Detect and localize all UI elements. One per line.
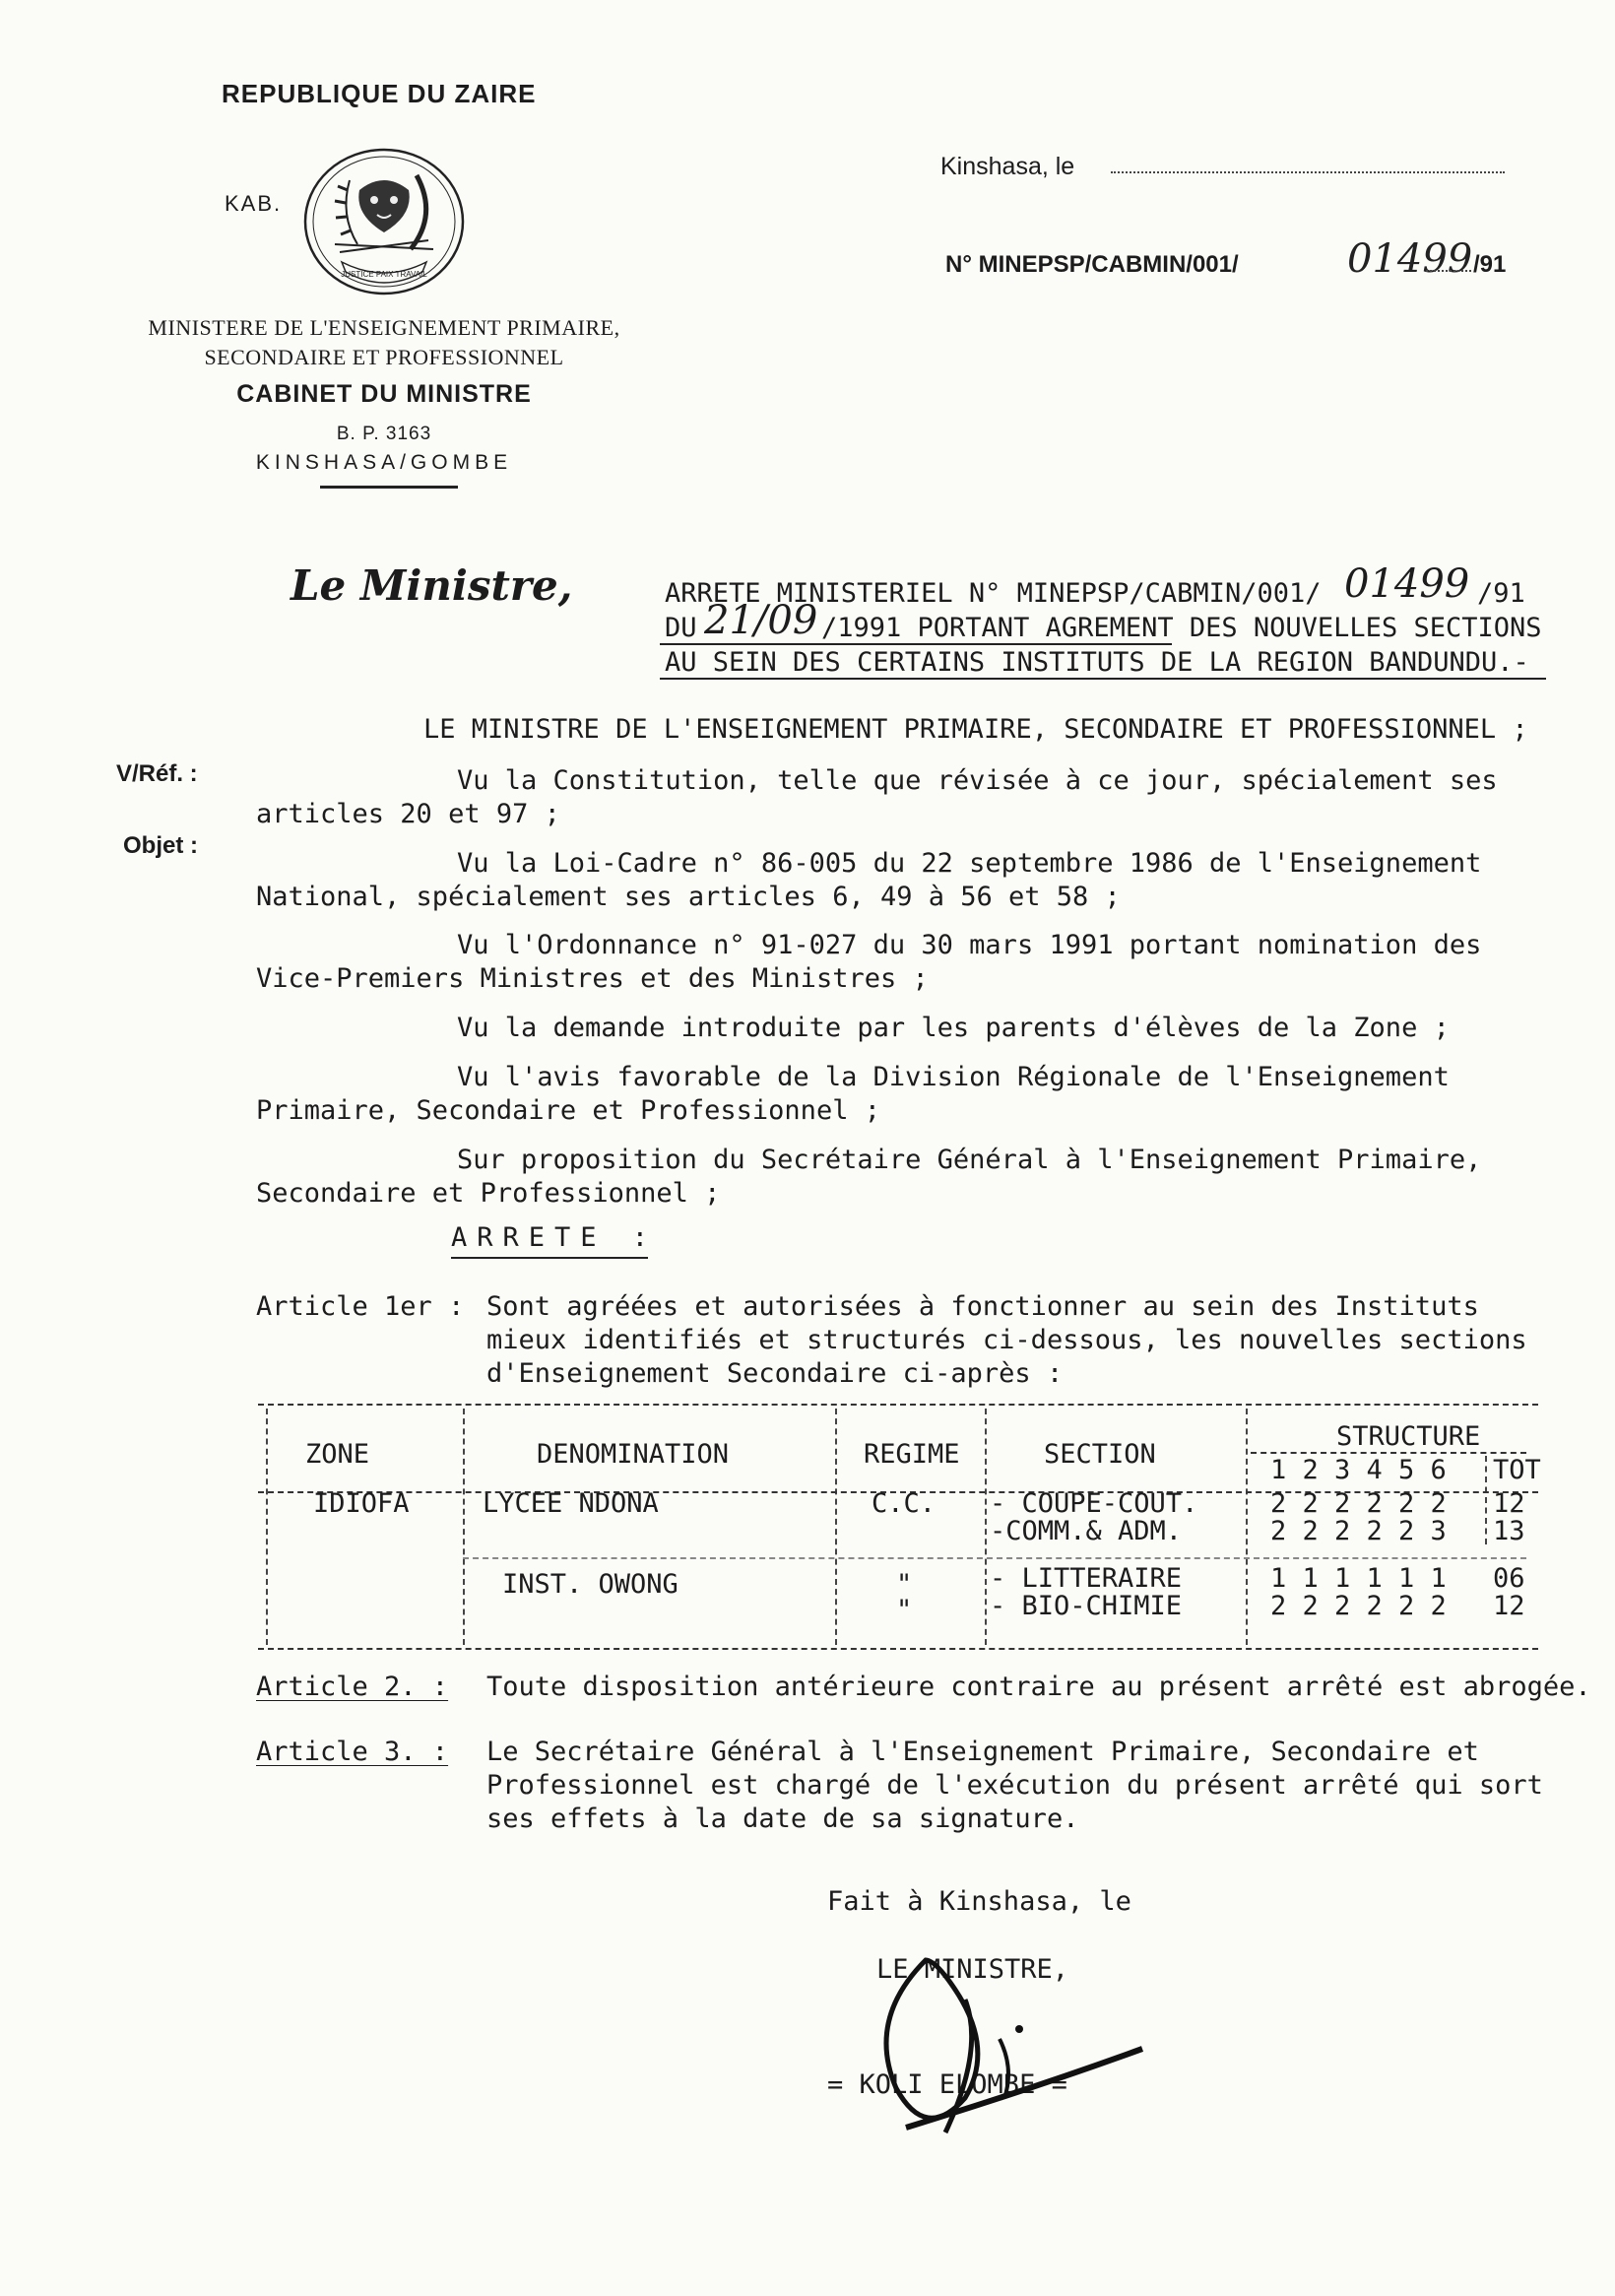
ministry-name-line2: SECONDAIRE ET PROFESSIONNEL [204,345,564,369]
header-zone: ZONE [305,1439,370,1470]
cell-total: 06 [1493,1563,1525,1594]
reference-suffix: /91 [1473,251,1507,278]
table-group-rule [463,1557,1526,1559]
cell-section: - BIO-CHIMIE [990,1591,1183,1621]
city-label: KINSHASA/GOMBE [255,451,513,474]
preamble-line: Vu l'Ordonnance n° 91-027 du 30 mars 1991 portant nomination des [457,930,1482,960]
cell-regime: C.C. [872,1488,937,1519]
vref-label: V/Réf. : [116,760,198,787]
cell-total: 12 [1493,1488,1525,1519]
preamble-line: National, spécialement ses articles 6, 49 à 56 et 58 ; [256,882,1121,912]
article1-line: d'Enseignement Secondaire ci-après : [486,1358,1064,1389]
table-bottom-rule [258,1648,1538,1650]
cell-section: - LITTERAIRE [990,1563,1183,1594]
cell-regime: " [896,1569,913,1600]
po-box: B. P. 3163 [336,424,432,444]
arrete-heading: ARRETE : [451,1222,659,1253]
cell-structure: 2 2 2 2 2 2 [1270,1591,1447,1621]
signatory-heading: Le Ministre, [291,561,573,610]
table-top-rule [258,1404,1538,1406]
ministry-name-line1: MINISTERE DE L'ENSEIGNEMENT PRIMAIRE, [148,315,620,340]
cell-section: -COMM.& ADM. [990,1516,1183,1546]
decree-title-line1: ARRETE MINISTERIEL N° MINEPSP/CABMIN/001/ [665,578,1322,609]
reference-number-handwritten: 01499 [1347,236,1473,282]
preamble-line: Secondaire et Professionnel ; [256,1178,721,1209]
article3-line: Professionnel est chargé de l'exécution du présent arrêté qui sort [486,1770,1543,1801]
signatory-title: LE MINISTRE, [876,1954,1069,1985]
table-border [985,1409,987,1645]
kab-label: KAB. [225,191,283,216]
republic-name: REPUBLIQUE DU ZAIRE [222,79,537,108]
table-border [1485,1456,1487,1544]
preamble-line: Vu l'avis favorable de la Division Régionale de l'Enseignement [457,1062,1450,1092]
decree-title-line1-end: /91 [1477,578,1525,609]
cell-section: - COUPE-COUT. [990,1488,1198,1519]
done-at-label: Fait à Kinshasa, le [827,1886,1131,1917]
preamble-line: Vu la demande introduite par les parents d'élèves de la Zone ; [457,1013,1450,1043]
preamble-line: Vice-Premiers Ministres et des Ministres ; [256,963,929,994]
preamble-line: Vu la Constitution, telle que révisée à ce jour, spécialement ses [457,765,1498,796]
table-border [463,1409,465,1645]
preamble-line: Primaire, Secondaire et Professionnel ; [256,1095,880,1126]
header-structure: STRUCTURE [1336,1421,1481,1452]
decree-title-line3: AU SEIN DES CERTAINS INSTITUTS DE LA REGION BANDUNDU.- [665,647,1529,678]
preamble-heading: LE MINISTRE DE L'ENSEIGNEMENT PRIMAIRE, SECONDAIRE ET PROFESSIONNEL ; [423,714,1528,745]
preamble-line: articles 20 et 97 ; [256,799,560,829]
article1-line: mieux identifiés et structurés ci-dessous, les nouvelles sections [486,1325,1527,1355]
table-border [1246,1409,1248,1645]
handwritten-signature [857,1931,1152,2147]
article3-line: ses effets à la date de sa signature. [486,1804,1079,1834]
arrete-underline [451,1257,648,1259]
reference-prefix: N° MINEPSP/CABMIN/001/ [945,251,1239,278]
header-denomination: DENOMINATION [537,1439,730,1470]
objet-label: Objet : [123,832,198,859]
article3-line: Le Secrétaire Général à l'Enseignement Primaire, Secondaire et [486,1737,1479,1767]
decree-number-handwritten: 01499 [1344,561,1470,607]
cell-regime: " [896,1595,913,1625]
table-border [835,1409,837,1645]
decree-title-du: DU [665,613,697,643]
date-blank [1111,171,1505,173]
header-total: TOT [1493,1455,1541,1485]
header-regime: REGIME [864,1439,960,1470]
preamble-line: Sur proposition du Secrétaire Général à l'Enseignement Primaire, [457,1145,1482,1175]
cell-zone: IDIOFA [313,1488,410,1519]
table-border [266,1409,268,1645]
preamble-line: Vu la Loi-Cadre n° 86-005 du 22 septembre 1986 de l'Enseignement [457,848,1482,879]
article2-label: Article 2. : [256,1672,449,1702]
cell-structure: 2 2 2 2 2 2 [1270,1488,1447,1519]
reference-blank [1426,270,1471,272]
signatory-name: = KOLI ELOMBE = [827,2069,1067,2100]
cell-denomination: LYCEE NDONA [483,1488,659,1519]
title-underline-2 [660,643,1172,646]
decree-title-line2: /1991 PORTANT AGREMENT DES NOUVELLES SECTIONS [821,613,1542,643]
cell-structure: 2 2 2 2 2 3 [1270,1516,1447,1546]
emblem-motto: JUSTICE PAIX TRAVAIL [341,270,427,279]
cell-structure: 1 1 1 1 1 1 [1270,1563,1447,1594]
cell-total: 13 [1493,1516,1525,1546]
place-date-label: Kinshasa, le [940,153,1075,180]
article1-line: Sont agréées et autorisées à fonctionner au sein des Instituts [486,1291,1479,1322]
cell-denomination: INST. OWONG [502,1569,678,1600]
article2-text: Toute disposition antérieure contraire au présent arrêté est abrogée. [486,1672,1591,1702]
header-section: SECTION [1044,1439,1156,1470]
header-grades: 1 2 3 4 5 6 [1270,1455,1447,1485]
cell-total: 12 [1493,1591,1525,1621]
decree-date-handwritten: 21/09 [704,598,818,643]
divider [320,486,458,489]
article3-label: Article 3. : [256,1737,449,1767]
article1-label: Article 1er : [256,1291,465,1322]
cabinet-label: CABINET DU MINISTRE [236,380,532,408]
coat-of-arms-emblem [300,146,468,298]
